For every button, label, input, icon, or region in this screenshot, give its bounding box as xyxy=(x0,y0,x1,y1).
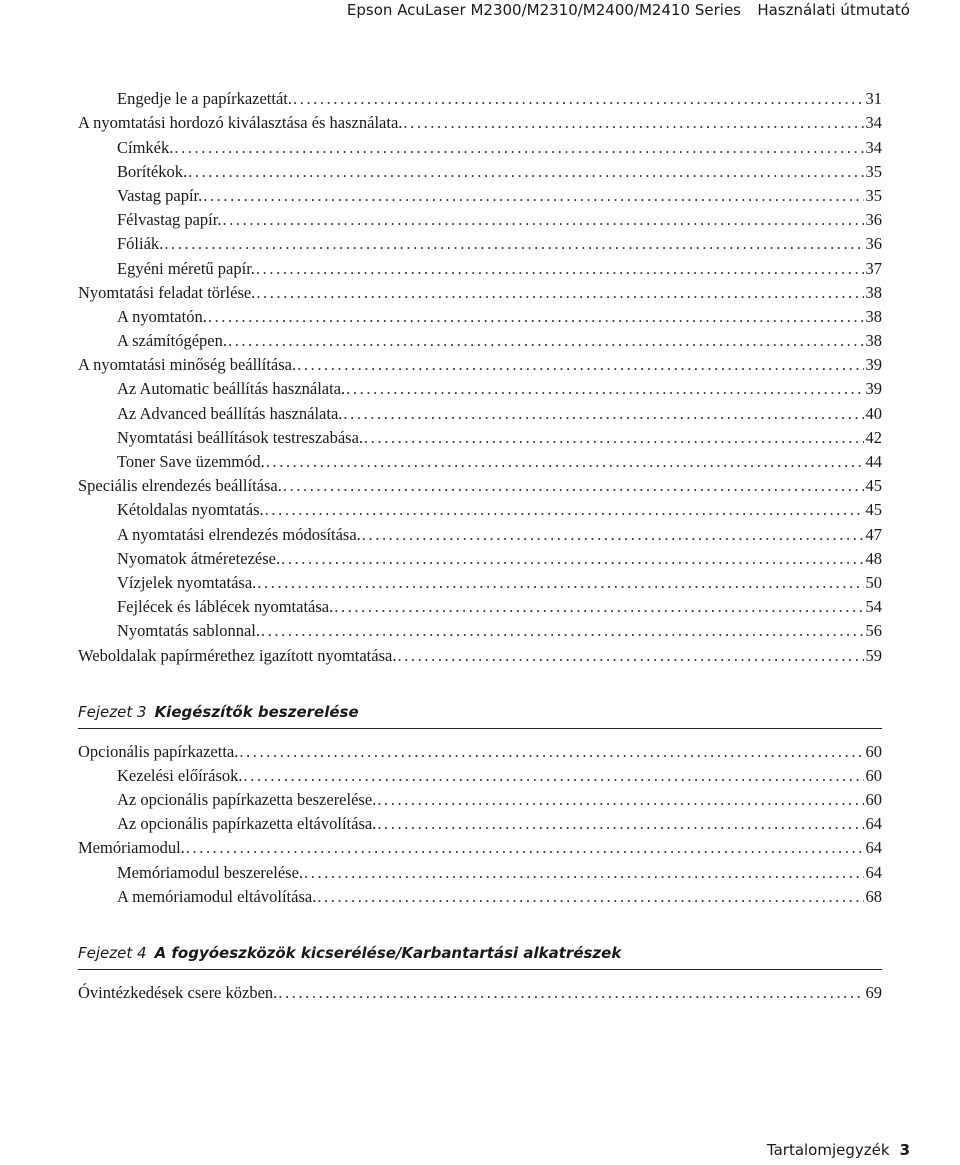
toc-entry[interactable] xyxy=(78,545,882,569)
dot-leader xyxy=(334,597,863,617)
toc-entry-label: Az Automatic beállítás használata. xyxy=(117,379,346,399)
chapter-heading xyxy=(78,938,882,970)
dot-leader xyxy=(208,307,864,327)
dot-leader xyxy=(256,283,863,303)
chapter-title: Kiegészítők beszerelése xyxy=(154,703,359,721)
toc-entry-label: Címkék. xyxy=(117,137,174,157)
toc-entry-page: 59 xyxy=(865,645,882,665)
toc-entry[interactable] xyxy=(78,279,882,303)
toc-entry-label: Fóliák. xyxy=(117,234,164,254)
toc-entry-label: Óvintézkedések csere közben. xyxy=(78,983,278,1002)
chapter-number: Fejezet 3 xyxy=(78,703,147,721)
dot-leader xyxy=(164,234,863,254)
toc-entry-page: 34 xyxy=(865,137,882,157)
toc-entry-page: 60 xyxy=(865,765,882,785)
dot-leader xyxy=(228,331,864,351)
toc-entry-page: 45 xyxy=(865,500,882,520)
toc-entry-label: Félvastag papír. xyxy=(117,210,222,230)
toc-entry[interactable] xyxy=(78,182,882,206)
dot-leader xyxy=(304,863,863,883)
dot-leader xyxy=(278,983,863,1003)
toc-entry[interactable] xyxy=(78,858,882,882)
toc-entry-page: 54 xyxy=(865,597,882,617)
toc-entry-page: 35 xyxy=(865,161,882,181)
guide-title: Használati útmutató xyxy=(757,1,910,19)
toc-entry-page: 69 xyxy=(865,983,882,1002)
dot-leader xyxy=(362,525,864,545)
dot-leader xyxy=(297,355,863,375)
toc-entry-page: 39 xyxy=(865,379,882,399)
toc-entry-label: Az opcionális papírkazetta eltávolítása. xyxy=(117,814,377,834)
dot-leader xyxy=(174,138,863,158)
toc-entry[interactable] xyxy=(78,593,882,617)
toc-entry[interactable] xyxy=(78,230,882,254)
toc-entry-label: Az opcionális papírkazetta beszerelése. xyxy=(117,790,377,810)
toc-entry-label: Memóriamodul. xyxy=(78,838,185,858)
table-of-contents xyxy=(78,85,882,1003)
toc-entry-page: 64 xyxy=(865,838,882,858)
page-footer xyxy=(767,1141,910,1159)
toc-entry[interactable] xyxy=(78,810,882,834)
toc-entry[interactable] xyxy=(78,472,882,496)
toc-entry[interactable] xyxy=(78,424,882,448)
toc-entry-page: 31 xyxy=(865,89,882,109)
dot-leader xyxy=(257,573,863,593)
toc-entry-label: Nyomtatási feladat törlése. xyxy=(78,282,256,302)
toc-entry[interactable] xyxy=(78,399,882,423)
toc-section xyxy=(78,979,882,1003)
dot-leader xyxy=(186,838,864,858)
toc-entry-page: 42 xyxy=(865,427,882,447)
toc-entry[interactable] xyxy=(78,109,882,133)
toc-entry-label: A nyomtatási elrendezés módosítása. xyxy=(117,524,361,544)
toc-entry-label: Egyéni méretű papír. xyxy=(117,258,255,278)
toc-entry-label: Kétoldalas nyomtatás. xyxy=(117,500,264,520)
dot-leader xyxy=(397,646,863,666)
toc-entry-page: 45 xyxy=(865,476,882,496)
toc-entry[interactable] xyxy=(78,448,882,472)
toc-entry[interactable] xyxy=(78,834,882,858)
toc-entry[interactable] xyxy=(78,254,882,278)
toc-entry-label: Vastag papír. xyxy=(117,185,203,205)
toc-entry-page: 37 xyxy=(865,258,882,278)
toc-entry[interactable] xyxy=(78,375,882,399)
toc-entry-page: 60 xyxy=(865,741,882,761)
toc-entry-page: 38 xyxy=(865,331,882,351)
chapter-heading xyxy=(78,697,882,729)
toc-entry-page: 68 xyxy=(865,886,882,906)
toc-entry-label: Kezelési előírások. xyxy=(117,765,243,785)
toc-entry-page: 36 xyxy=(865,210,882,230)
dot-leader xyxy=(293,89,864,109)
toc-entry[interactable] xyxy=(78,617,882,641)
toc-entry-label: A nyomtatási minőség beállítása. xyxy=(78,355,297,375)
toc-entry-page: 48 xyxy=(865,548,882,568)
toc-section xyxy=(78,738,882,907)
dot-leader xyxy=(346,379,863,399)
dot-leader xyxy=(266,452,864,472)
toc-entry-page: 64 xyxy=(865,862,882,882)
toc-entry-label: A memóriamodul eltávolítása. xyxy=(117,886,317,906)
toc-entry-label: Vízjelek nyomtatása. xyxy=(117,572,257,592)
dot-leader xyxy=(364,428,863,448)
toc-entry[interactable] xyxy=(78,883,882,907)
toc-entry-page: 47 xyxy=(865,524,882,544)
dot-leader xyxy=(265,500,864,520)
toc-entry-label: Memóriamodul beszerelése. xyxy=(117,862,304,882)
page-header xyxy=(0,0,960,30)
toc-entry[interactable] xyxy=(78,786,882,810)
page-number: 3 xyxy=(899,1141,910,1159)
toc-entry[interactable] xyxy=(78,569,882,593)
toc-entry[interactable] xyxy=(78,327,882,351)
toc-entry[interactable] xyxy=(78,158,882,182)
toc-entry-label: Opcionális papírkazetta. xyxy=(78,741,239,761)
toc-entry-label: Nyomtatási beállítások testreszabása. xyxy=(117,427,364,447)
dot-leader xyxy=(222,210,863,230)
toc-entry-label: Az Advanced beállítás használata. xyxy=(117,403,343,423)
chapter-title: A fogyóeszközök kicserélése/Karbantartási alkatrészek xyxy=(154,944,622,963)
toc-entry-page: 36 xyxy=(865,234,882,254)
toc-entry[interactable] xyxy=(78,979,882,1003)
toc-entry-label: Borítékok. xyxy=(117,161,188,181)
dot-leader xyxy=(239,742,863,762)
dot-leader xyxy=(377,790,863,810)
toc-entry[interactable] xyxy=(78,351,882,375)
toc-entry[interactable] xyxy=(78,303,882,327)
dot-leader xyxy=(244,766,864,786)
toc-entry-page: 44 xyxy=(865,452,882,471)
toc-entry[interactable] xyxy=(78,133,882,157)
toc-entry-label: Engedje le a papírkazettát. xyxy=(117,89,292,109)
dot-leader xyxy=(343,404,863,424)
toc-entry-page: 35 xyxy=(865,185,882,205)
toc-entry-page: 56 xyxy=(865,621,882,641)
toc-entry-label: Speciális elrendezés beállítása. xyxy=(78,476,282,496)
toc-entry-page: 50 xyxy=(865,572,882,592)
toc-entry-label: Weboldalak papírmérethez igazított nyomtatása. xyxy=(78,645,397,665)
dot-leader xyxy=(283,476,864,496)
toc-entry-label: Nyomatok átméretezése. xyxy=(117,548,281,568)
product-name: Epson AcuLaser M2300/M2310/M2400/M2410 Series xyxy=(346,1,741,19)
toc-entry-label: A nyomtatón. xyxy=(117,306,207,326)
dot-leader xyxy=(203,186,863,206)
toc-entry[interactable] xyxy=(78,762,882,786)
toc-entry-page: 39 xyxy=(865,355,882,375)
footer-label: Tartalomjegyzék xyxy=(766,1141,890,1159)
dot-leader xyxy=(377,814,863,834)
toc-entry-label: A nyomtatási hordozó kiválasztása és használata. xyxy=(78,113,403,133)
toc-entry[interactable] xyxy=(78,738,882,762)
dot-leader xyxy=(317,887,863,907)
toc-entry[interactable] xyxy=(78,520,882,544)
toc-entry-label: Nyomtatás sablonnal. xyxy=(117,621,260,641)
toc-entry-page: 64 xyxy=(865,814,882,834)
toc-entry-page: 40 xyxy=(865,403,882,423)
toc-entry-page: 34 xyxy=(865,113,882,133)
toc-entry-page: 38 xyxy=(865,282,882,302)
dot-leader xyxy=(403,113,863,133)
dot-leader xyxy=(261,621,864,641)
dot-leader xyxy=(188,162,863,182)
toc-entry-label: Fejlécek és láblécek nyomtatása. xyxy=(117,597,334,617)
toc-entry-label: A számítógépen. xyxy=(117,331,227,351)
toc-section xyxy=(78,85,882,666)
dot-leader xyxy=(281,549,863,569)
chapter-number: Fejezet 4 xyxy=(78,944,147,963)
toc-entry[interactable] xyxy=(78,206,882,230)
toc-entry[interactable] xyxy=(78,641,882,665)
toc-entry-page: 60 xyxy=(865,790,882,810)
toc-entry[interactable] xyxy=(78,496,882,520)
toc-entry-page: 38 xyxy=(865,306,882,326)
dot-leader xyxy=(256,259,864,279)
toc-entry[interactable] xyxy=(78,85,882,109)
toc-entry-label: Toner Save üzemmód. xyxy=(117,452,265,471)
